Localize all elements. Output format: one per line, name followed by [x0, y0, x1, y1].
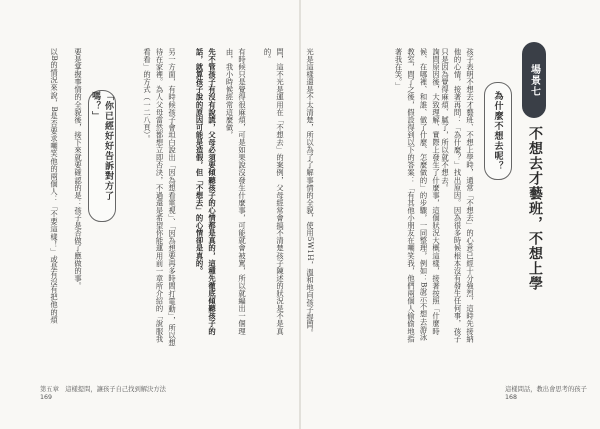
left-paragraph-6: 以B的情況來說，B是否要求嘲笑他的兩個人：「不要這樣！」或是有沒有把他的煩: [50, 48, 59, 324]
left-body-col-4: [126, 48, 178, 348]
left-paragraph-5: 要是掌握事情的全貌後，接下來就要確認的是：孩子是否做了應做的事。: [74, 48, 83, 290]
left-paragraph-3: 先不管孩子有沒有說謊，父母必須要傾聽孩子的心情都是真的，這種先徹底傾聽孩子的話，就算孩子說的原因可能是造假，但「不想去」的心情卻是真的。: [195, 48, 217, 335]
left-callout: 「你已經好好告訴對方了嗎？」: [88, 90, 116, 222]
chapter-title: 不想去才藝班，不想上學: [527, 126, 543, 291]
left-body-col-3: [180, 48, 218, 348]
right-callout: 為什麼不想去呢？: [484, 82, 512, 180]
left-paragraph-4: 另一方面，有時候孩子會坦白說出「因為想看電視」、「因為想要再多時間打電動」，所以想待在家裡。為人父母當然都想立即否決，不過還是希望你能運用前一章所介紹的「說服我看看」的方式（一二八頁）。: [143, 48, 177, 347]
left-body-col-2: [220, 48, 248, 348]
left-paragraph-2: 有時候只是覺得很麻煩，可是如果說沒發生什麼事，可能就會被罵，所以就編出一個理由，我小時候經常這麼做，: [225, 48, 247, 335]
right-footer-title: 這樣問話，教出會思考的孩子: [505, 386, 587, 393]
left-body-col-1: [250, 48, 286, 348]
left-page-number: 169: [40, 394, 53, 401]
left-paragraph-1: 問，這不光是運用在「不想去」的案例，父母經常會搞不清楚孩子陳述的狀況是不是真的。: [263, 48, 285, 335]
right-body-col-2: [314, 48, 442, 348]
right-paragraph-2: 詢問原因後，大致理解、實際上發生了什麼事，這個狀況大概這樣，接著按照「什麼時候、在哪裡、和誰、做了什麼、怎麼做的」的步驟，一同整理，例如：B說示不想去游泳教室，問了之後，假設得到以下的答案：「有其他小朋友在嘲笑我，他們兩個人偷偷地指著我在笑。」: [394, 48, 441, 343]
right-page-number: 168: [505, 394, 518, 401]
left-body-col-5: [62, 48, 84, 348]
left-footer: [40, 386, 166, 402]
right-footer: [505, 386, 587, 402]
right-paragraph-3: 光是這樣還是不太清楚，所以為了了解事情的全貌，使用5W1H，溫和地向孩子提問。: [306, 48, 315, 337]
page-gutter: [299, 0, 301, 429]
right-paragraph-1: 孩子表明不想去才藝班、不想上學時，通常「不想去」的心意已經十分強烈，這時先接納他的心情，接著再問：「為什麼？」找出原因。因為很多時候根本沒有發生任何事，孩子只是因為覺得麻煩、膩了，所以就不想去。: [441, 48, 475, 343]
left-body-col-6: [40, 48, 60, 348]
left-footer-title: 第五章 這樣提問，讓孩子自己找到解決方法: [40, 386, 166, 393]
scene-badge: 場景七: [522, 42, 546, 118]
right-body-col-3: [304, 48, 316, 348]
